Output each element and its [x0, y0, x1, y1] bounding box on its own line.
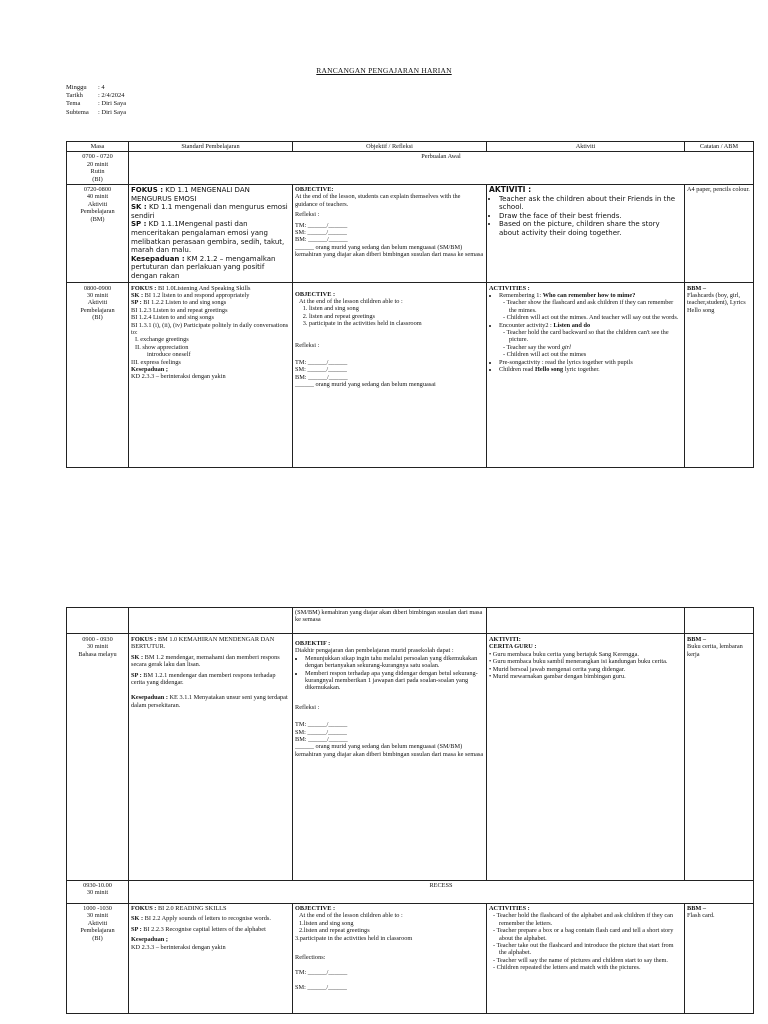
objective-cell: OBJECTIVE : At the end of the lesson children able to : 1.listen and sing song 2.listen and repeat greetings 3.participate in the activities held in classroom Reflections: TM: ______/______ SM: ______/______: [293, 904, 487, 1014]
table-row: [67, 634, 754, 881]
list-item: - Teacher hold the card backward so that the children can't see the picture.: [509, 329, 682, 344]
lesson-table-page-1: [66, 141, 754, 468]
table-row: [67, 152, 754, 185]
list-item: • Guru membaca buku sambil menerangkan isi kandungan buku cerita.: [489, 658, 668, 666]
lesson-meta: [66, 84, 126, 117]
list-item: • Pre-songactivity : read the lyrics together with pupils: [499, 359, 682, 366]
list-item: • Memberi respon terhadap apa yang didengar dengan betul sekurang-kurangnyal memberikan 1 jawapan dari pada soalan-soalan yang dikemukakan.: [305, 670, 484, 692]
list-item: - Teacher say the word girl: [509, 344, 682, 351]
list-item: 2.listen and repeat greetings: [299, 927, 370, 935]
standard-cell: FOKUS : BI 2.0 READING SKILLS SK : BI 2.2 Apply sounds of letters to recognise words. SP : BI 2.2.3 Recognise capital letters of the alphabet Kesepaduan ; KD 2.3.3 – berinteraksi dengan yakin: [129, 904, 293, 1014]
activity-cell: ACTIVITIES : - Teacher hold the flashcard of the alphabet and ask children if they can remember the letters. - Teacher prepare a box or a bag contain flash card and tell a short story about the alphabet. - Teacher take out the flashcard and introduce the picture that start from the alphabet. - Teacher will say the name of pictures and children start to say them. - Children repeated the letters and match with the pictures.: [487, 904, 685, 1014]
objective-cell: OBJECTIVE: At the end of the lesson, students can explain themselves with the guidance of teachers. Refleksi : TM: ______/______ SM: ______/______ BM: ______/______ ______ orang murid yang sedang dan belum menguasai (SM/BM) kemahiran yang diajar akan diberi bimbingan susulan dari masa ke semasa: [293, 185, 487, 283]
list-item: • Children read Hello song lyric together.: [499, 366, 682, 373]
catatan-cell: A4 paper, pencils colour.: [685, 185, 754, 283]
activity-cell: AKTIVITI : • Teacher ask the children about their Friends in the school. • Draw the face of their best friends. • Based on the picture, children share the story about activity their doing together.: [487, 185, 685, 283]
activity-cell: AKTIVITI: CERITA GURU : • Guru membaca buku cerita yang bertajuk Sang Kerengga. • Guru membaca buku sambil menerangkan isi kandungan buku cerita. • Murid bersoal jawab mengenai cerita yang didengar. • Murid mewarnakan gambar dengan bimbingan guru.: [487, 634, 685, 881]
lesson-table-page-2: [66, 607, 754, 1014]
standard-cell: FOKUS : BM 1.0 KEMAHIRAN MENDENGAR DAN BERTUTUR. SK : BM 1.2 mendengar, memahami dan memberi respons secara gerak laku dan lisan. SP : BM 1.2.1 mendengar dan memberi respons terhadap cerita yang didengar. Kesepaduan : KE 3.1.1 Menyatakan unsur seni yang terdapat dalam persekitaran.: [129, 634, 293, 881]
table-row: [67, 608, 754, 634]
masa-cell: 1000 -1030 30 minit Aktiviti Pembelajaran (BI): [67, 904, 129, 1014]
table-header-row: [67, 142, 754, 152]
list-item: • Encounter activity2 : Listen and do - Teacher hold the card backward so that the children can't see the picture. - Teacher say the word girl - Children will act out the mimes: [499, 322, 682, 359]
meta-tema: Tema : Diri Saya: [66, 100, 127, 108]
header-masa: Masa: [67, 142, 129, 152]
activity-cell: ACTIVITIES : • Remembering 1: Who can remember how to mime? - Teacher show the flashcard and ask children if they can remember the mimes. - Children will act out the mimes. And teacher will say out the words. • Encounter activity2 : Listen and do - Teacher hold the card backward so that the children can't see the picture. - Teacher say the word girl - Children will act out the mimes • Pre-songactivity : read the lyrics together with pupils • Children read Hello song lyric together.: [487, 282, 685, 467]
objective-cell: OBJECTIVE : At the end of the lesson children able to : 1. listen and sing song 2. listen and repeat greetings 3. participate in the activities held in classroom Refleksi : TM: ______/______ SM: ______/______ BM: ______/______ ______ orang murid yang sedang dan belum menguasai: [293, 282, 487, 467]
list-item: - Teacher hold the flashcard of the alphabet and ask children if they can remember the letters.: [499, 912, 682, 927]
standard-cell: FOKUS : KD 1.1 MENGENALI DAN MENGURUS EMOSI SK : KD 1.1 mengenali dan mengurus emosi sendiri SP : KD 1.1.1Mengenal pasti dan menceritakan pengalaman emosi yang melibatkan perasaan gembira, sedih, takut, marah dan malu. Kesepaduan : KM 2.1.2 – mengamalkan pertuturan dan perlakuan yang positif dengan rakan: [129, 185, 293, 283]
list-item: • Guru membaca buku cerita yang bertajuk Sang Kerengga.: [489, 650, 639, 658]
recess-label: RECESS: [129, 881, 754, 904]
table-row: [67, 904, 754, 1014]
catatan-cell: BBM – Flash card.: [685, 904, 754, 1014]
list-item: 1. listen and sing song: [309, 305, 484, 312]
list-item: 3. participate in the activities held in classroom: [309, 320, 484, 327]
table-row: [67, 881, 754, 904]
masa-cell: 0900 - 0930 30 minit Bahasa melayu: [67, 634, 129, 881]
table-row: [67, 282, 754, 467]
catatan-cell: BBM – Flashcards (boy, girl, teacher,student), Lyrics Hello song: [685, 282, 754, 467]
masa-cell: 0800-0900 30 minit Aktiviti Pembelajaran (BI): [67, 282, 129, 467]
document-title: RANCANGAN PENGAJARAN HARIAN: [316, 66, 452, 75]
header-aktiviti: Aktiviti: [487, 142, 685, 152]
masa-cell: 0930-10.00 30 minit: [67, 881, 129, 904]
list-item: • Murid mewarnakan gambar dengan bimbingan guru.: [489, 673, 626, 681]
list-item: - Children repeated the letters and match with the pictures.: [499, 964, 682, 971]
table-row: [67, 185, 754, 283]
list-item: - Teacher show the flashcard and ask children if they can remember the mimes.: [509, 299, 682, 314]
list-item: 3.participate in the activities held in classroom: [295, 934, 413, 942]
perbualan-awal: Perbualan Awal: [129, 152, 754, 185]
list-item: • Remembering 1: Who can remember how to mime? - Teacher show the flashcard and ask children if they can remember the mimes. - Children will act out the mimes. And teacher will say out the words.: [499, 292, 682, 322]
list-item: • Menunjukkan sikap ingin tahu melalui persoalan yang dikemukakan dengan bertanyakan sekurang-kurangnya satu soalan.: [305, 655, 484, 670]
masa-cell: 0700 - 0720 20 minit Rutin (BI): [67, 152, 129, 185]
list-item: • Draw the face of their best friends.: [499, 212, 682, 221]
list-item: • Teacher ask the children about their Friends in the school.: [499, 195, 682, 212]
list-item: • Based on the picture, children share the story about activity their doing together.: [499, 220, 682, 237]
meta-subtema: Subtema : Diri Saya: [66, 108, 127, 116]
standard-cell: FOKUS : BI 1.0Listening And Speaking Skills SK : BI 1.2 listen to and respond appropriately SP : BI 1.2.2 Listen to and sing songs BI 1.2.3 Listen to and repeat greetings BI 1.2.4 Listen to and sing songs BI 1.3.1 (i), (ii), (iv) Participate politely in daily conversations to: I. exchange greetings II. show appreciation introduce oneself III. express feelings Kesepaduan ; KD 2.3.3 – berinteraksi dengan yakin: [129, 282, 293, 467]
list-item: - Children will act out the mimes. And teacher will say out the words.: [509, 314, 682, 321]
continued-note: (SM/BM) kemahiran yang diajar akan diberi bimbingan susulan dari masa ke semasa: [293, 608, 487, 634]
masa-cell: 0720-0800 40 minit Aktiviti Pembelajaran (BM): [67, 185, 129, 283]
meta-tarikh: Tarikh : 2/4/2024: [66, 92, 125, 100]
header-objektif: Objektif / Refleksi: [293, 142, 487, 152]
list-item: • Murid bersoal jawab mengenai cerita yang didengar.: [489, 665, 626, 673]
catatan-cell: BBM – Buku cerita, lembaran kerja: [685, 634, 754, 881]
list-item: - Teacher prepare a box or a bag contain flash card and tell a short story about the alphabet.: [499, 927, 682, 942]
list-item: - Teacher take out the flashcard and introduce the picture that start from the alphabet.: [499, 942, 682, 957]
list-item: - Children will act out the mimes: [509, 351, 682, 358]
objective-cell: OBJEKTIF : Diakhir pengajaran dan pembelajaran murid prasekolah dapat : • Menunjukkan sikap ingin tahu melalui persoalan yang dikemukakan dengan bertanyakan sekurang-kurangnya satu soalan. • Memberi respon terhadap apa yang didengar dengan betul sekurang-kurangnyal memberikan 1 jawapan dari pada soalan-soalan yang dikemukakan. Refleksi : TM: ______/______ SM: ______/______ BM: ______/______ ______ orang murid yang sedang dan belum menguasai (SM/BM) kemahiran yang diajar akan diberi bimbingan susulan dari masa ke semasa: [293, 634, 487, 881]
header-standard: Standard Pembelajaran: [129, 142, 293, 152]
meta-minggu: Minggu : 4: [66, 84, 105, 91]
header-catatan: Catatan / ABM: [685, 142, 754, 152]
list-item: - Teacher will say the name of pictures and children start to say them.: [499, 957, 682, 964]
list-item: 1.listen and sing song: [299, 919, 354, 927]
list-item: 2. listen and repeat greetings: [309, 313, 484, 320]
